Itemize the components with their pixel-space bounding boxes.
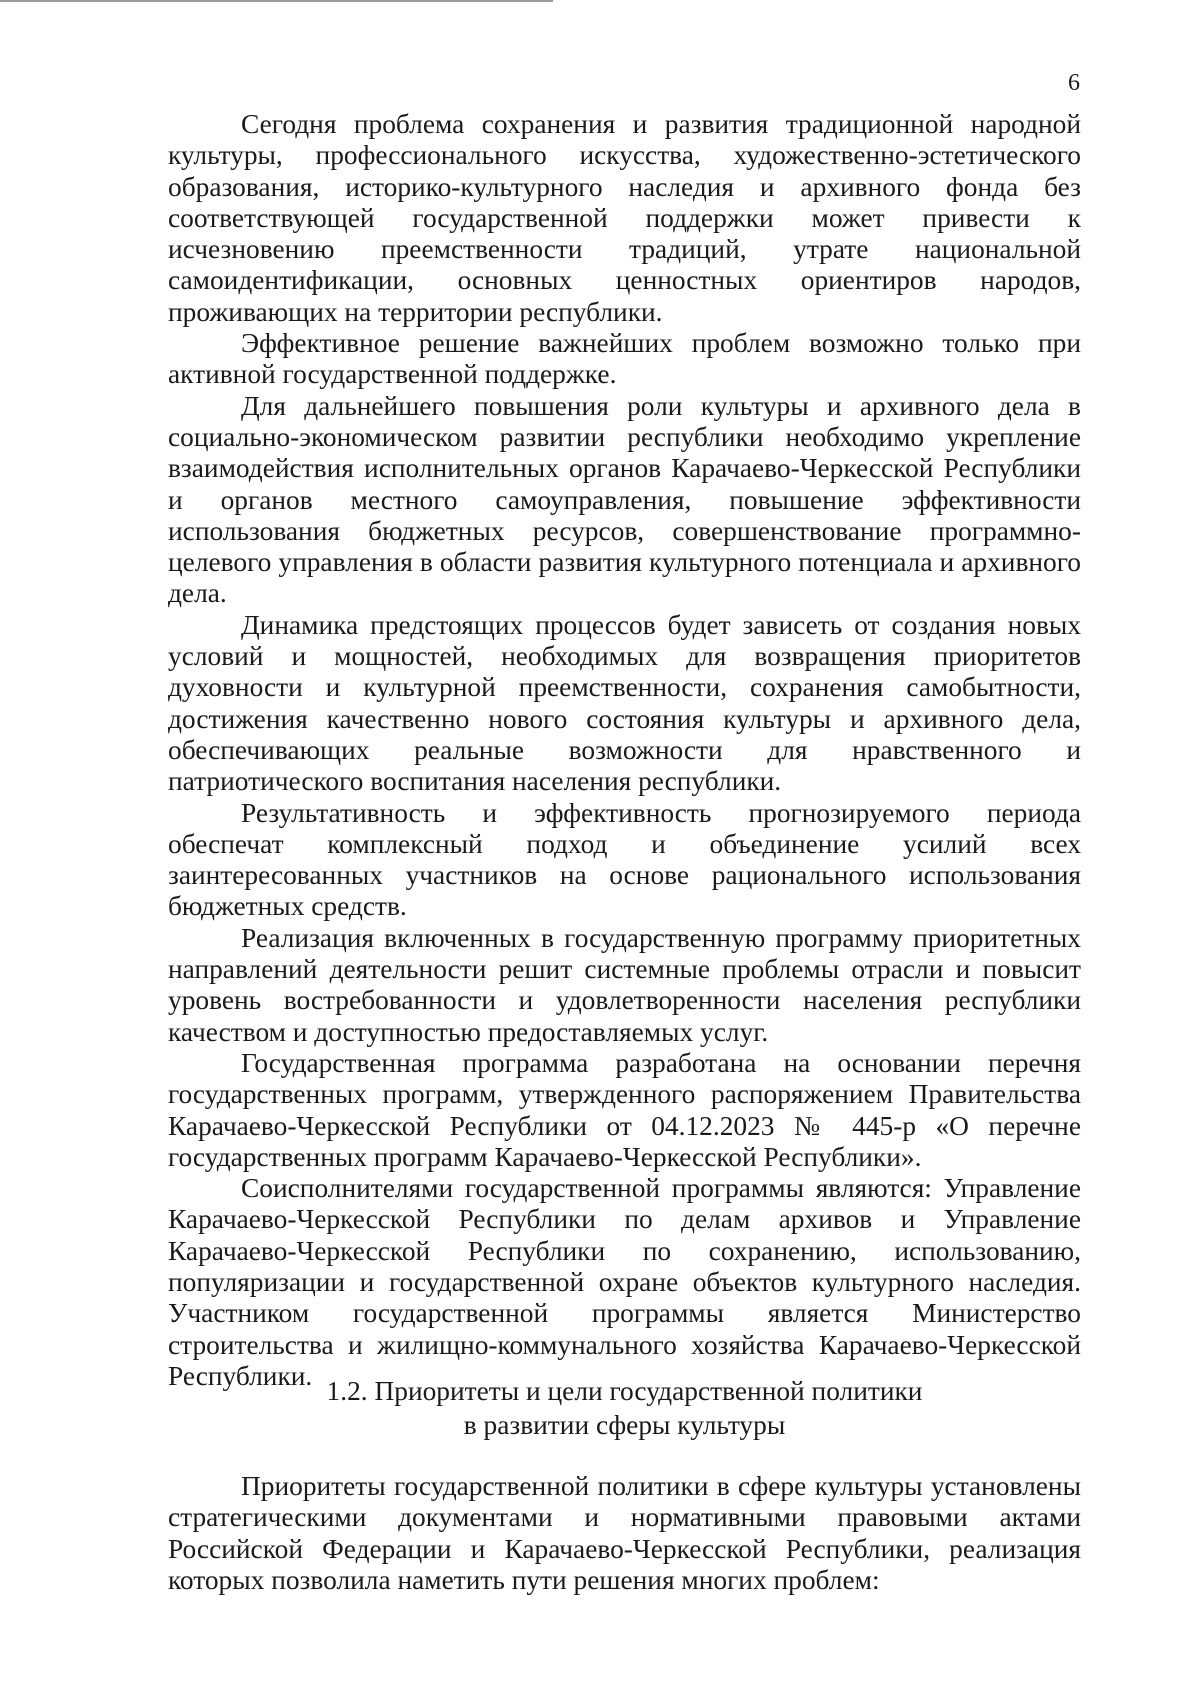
paragraph-5: Результативность и эффективность прогнозируемого периода обеспечат комплексный подход и объединение усилий всех заинтересованных участников на основе рационального использования бюджетных средств. (168, 797, 1081, 922)
paragraph-3: Для дальнейшего повышения роли культуры и архивного дела в социально-экономическом развитии республики необходимо укрепление взаимодействия исполнительных органов Карачаево-Черкесской Республики и органов местного самоуправления, повышение эффективности использования бюджетных ресурсов, совершенствование программно-целевого управления в области развития культурного потенциала и архивного дела. (168, 390, 1081, 609)
paragraph-7: Государственная программа разработана на основании перечня государственных программ, утвержденного распоряжением Правительства Карачаево-Черкесской Республики от 04.12.2023 № 445-р «О перечне государственных программ Карачаево-Черкесской Республики». (168, 1047, 1081, 1172)
section-heading-line-1: 1.2. Приоритеты и цели государственной политики (326, 1376, 923, 1406)
paragraph-4: Динамика предстоящих процессов будет зависеть от создания новых условий и мощностей, необходимых для возвращения приоритетов духовности и культурной преемственности, сохранения самобытности, достижения качественно нового состояния культуры и архивного дела, обеспечивающих реальные возможности для нравственного и патриотического воспитания населения республики. (168, 609, 1081, 797)
paragraph-6: Реализация включенных в государственную программу приоритетных направлений деятельности решит системные проблемы отрасли и повысит уровень востребованности и удовлетворенности населения республики качеством и доступностью предоставляемых услуг. (168, 922, 1081, 1047)
page-number: 6 (1068, 70, 1080, 96)
paragraph-1: Сегодня проблема сохранения и развития традиционной народной культуры, профессионального искусства, художественно-эстетического образования, историко-культурного наследия и архивного фонда без соответствующей государственной поддержки может привести к исчезновению преемственности традиций, утрате национальной самоидентификации, основных ценностных ориентиров народов, проживающих на территории республики. (168, 109, 1081, 327)
closing-paragraph: Приоритеты государственной политики в сфере культуры установлены стратегическими документами и нормативными правовыми актами Российской Федерации и Карачаево-Черкесской Республики, реализация которых позволила наметить пути решения многих проблем: (168, 1471, 1081, 1595)
scan-edge-line (0, 0, 553, 2)
paragraph-8: Соисполнителями государственной программы являются: Управление Карачаево-Черкесской Республики по делам архивов и Управление Карачаево-Черкесской Республики по сохранению, использованию, популяризации и государственной охране объектов культурного наследия. Участником государственной программы является Министерство строительства и жилищно-коммунального хозяйства Карачаево-Черкесской Республики. (168, 1173, 1081, 1391)
section-heading-line-2: в развитии сферы культуры (463, 1410, 786, 1440)
section-heading (168, 1374, 1081, 1442)
paragraph-2: Эффективное решение важнейших проблем возможно только при активной государственной поддержке. (168, 328, 1081, 390)
body-text (168, 109, 1081, 1392)
closing-text (168, 1471, 1081, 1596)
